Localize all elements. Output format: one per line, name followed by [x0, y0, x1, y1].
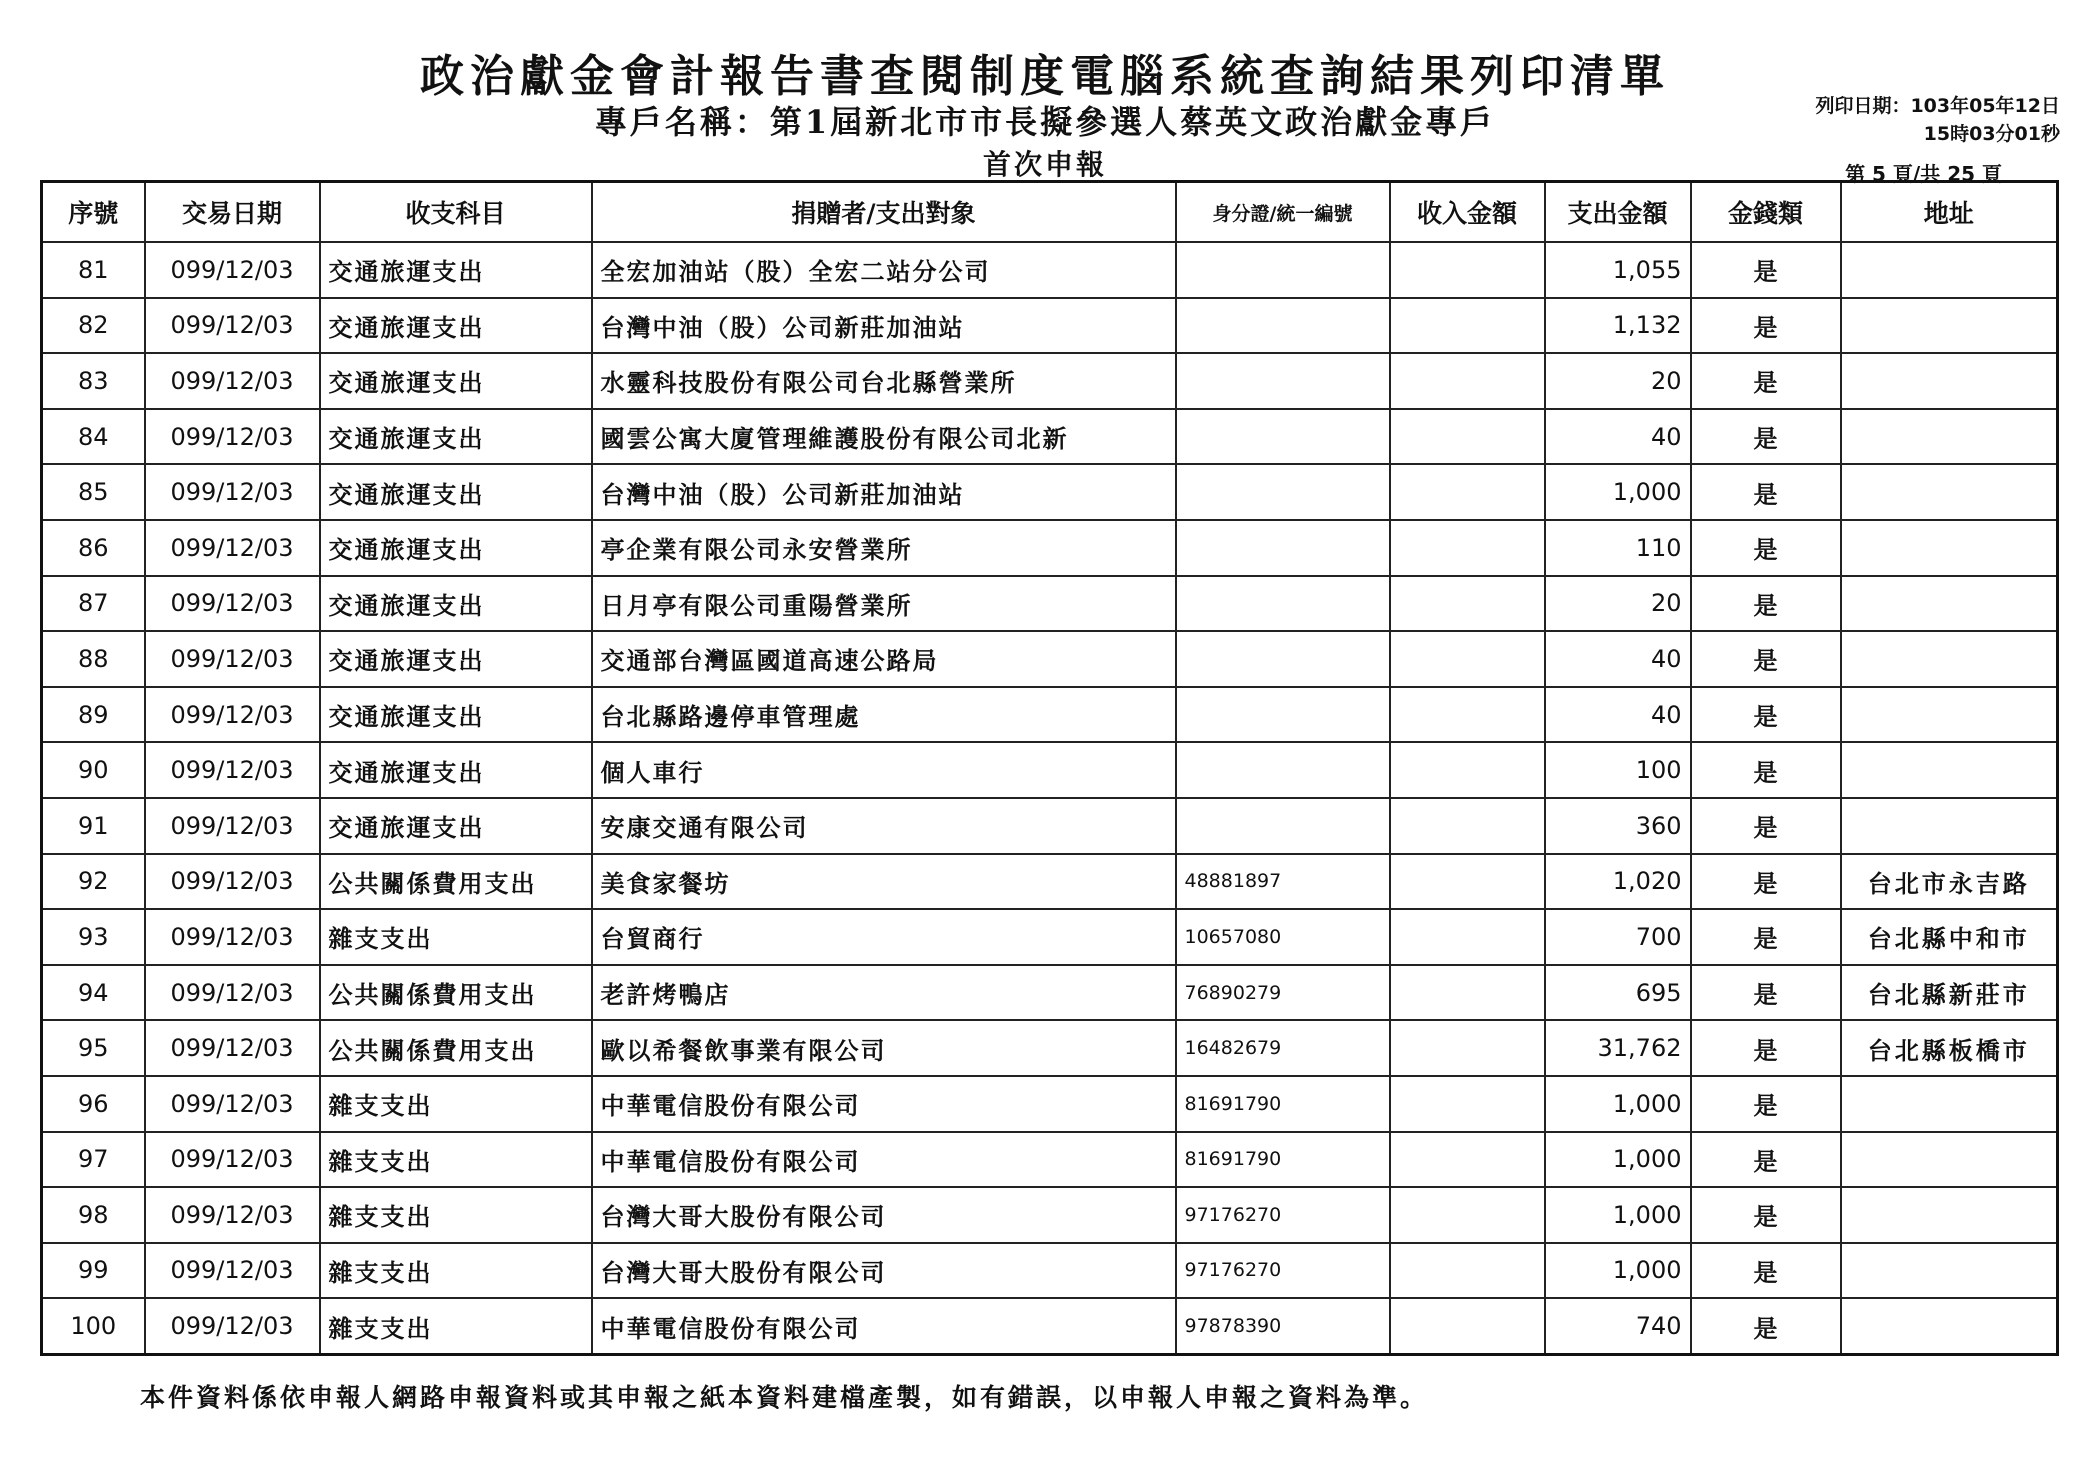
table-row [42, 1187, 2058, 1243]
cell-id [1176, 520, 1390, 576]
cell-address: 台北縣中和市 [1841, 909, 2058, 965]
col-header-seq: 序號 [42, 182, 145, 243]
cell-address [1841, 742, 2058, 798]
cell-id: 81691790 [1176, 1132, 1390, 1188]
table-row [42, 576, 2058, 632]
cell-address [1841, 520, 2058, 576]
cell-party: 中華電信股份有限公司 [592, 1298, 1176, 1354]
cell-date: 099/12/03 [145, 520, 320, 576]
cell-id [1176, 409, 1390, 465]
cell-category: 雜支支出 [320, 1187, 592, 1243]
cell-category: 公共關係費用支出 [320, 1020, 592, 1076]
cell-date: 099/12/03 [145, 1020, 320, 1076]
cell-cash: 是 [1691, 242, 1841, 298]
cell-seq: 88 [42, 631, 145, 687]
cell-expense: 31,762 [1545, 1020, 1691, 1076]
cell-expense: 1,000 [1545, 1187, 1691, 1243]
print-time: 15時03分01秒 [1923, 123, 2060, 145]
cell-address [1841, 1187, 2058, 1243]
cell-cash: 是 [1691, 353, 1841, 409]
cell-party: 個人車行 [592, 742, 1176, 798]
table-row [42, 1020, 2058, 1076]
cell-date: 099/12/03 [145, 631, 320, 687]
account-name: 專戶名稱：第1屆新北市市長擬參選人蔡英文政治獻金專戶 [594, 103, 1496, 141]
cell-cash: 是 [1691, 854, 1841, 910]
cell-address [1841, 1076, 2058, 1132]
cell-expense: 40 [1545, 687, 1691, 743]
table-row [42, 687, 2058, 743]
cell-party: 台灣大哥大股份有限公司 [592, 1187, 1176, 1243]
cell-seq: 92 [42, 854, 145, 910]
cell-id [1176, 687, 1390, 743]
report-type: 首次申報 [982, 148, 1107, 181]
table-row [42, 520, 2058, 576]
cell-expense: 20 [1545, 353, 1691, 409]
cell-expense: 1,000 [1545, 1076, 1691, 1132]
cell-category: 交通旅運支出 [320, 798, 592, 854]
cell-income [1390, 576, 1545, 632]
cell-income [1390, 464, 1545, 520]
cell-income [1390, 1243, 1545, 1299]
col-header-date: 交易日期 [145, 182, 320, 243]
cell-date: 099/12/03 [145, 1076, 320, 1132]
cell-income [1390, 520, 1545, 576]
cell-id [1176, 353, 1390, 409]
cell-id: 76890279 [1176, 965, 1390, 1021]
cell-date: 099/12/03 [145, 1132, 320, 1188]
cell-address: 台北縣板橋市 [1841, 1020, 2058, 1076]
cell-id: 97176270 [1176, 1187, 1390, 1243]
cell-income [1390, 1187, 1545, 1243]
table-row [42, 798, 2058, 854]
cell-party: 台灣大哥大股份有限公司 [592, 1243, 1176, 1299]
table-header-row [42, 182, 2058, 243]
cell-date: 099/12/03 [145, 742, 320, 798]
cell-id [1176, 631, 1390, 687]
cell-address [1841, 298, 2058, 354]
cell-expense: 695 [1545, 965, 1691, 1021]
cell-date: 099/12/03 [145, 298, 320, 354]
cell-cash: 是 [1691, 798, 1841, 854]
cell-cash: 是 [1691, 742, 1841, 798]
cell-expense: 1,000 [1545, 1243, 1691, 1299]
cell-party: 台貿商行 [592, 909, 1176, 965]
cell-cash: 是 [1691, 1243, 1841, 1299]
cell-party: 交通部台灣區國道高速公路局 [592, 631, 1176, 687]
table-row [42, 742, 2058, 798]
cell-party: 歐以希餐飲事業有限公司 [592, 1020, 1176, 1076]
cell-date: 099/12/03 [145, 687, 320, 743]
transactions-table [40, 180, 2059, 1356]
col-header-party: 捐贈者/支出對象 [592, 182, 1176, 243]
cell-seq: 91 [42, 798, 145, 854]
cell-expense: 360 [1545, 798, 1691, 854]
cell-cash: 是 [1691, 1187, 1841, 1243]
cell-party: 台灣中油（股）公司新莊加油站 [592, 464, 1176, 520]
cell-address [1841, 353, 2058, 409]
table-row [42, 464, 2058, 520]
cell-expense: 1,000 [1545, 1132, 1691, 1188]
cell-seq: 83 [42, 353, 145, 409]
table-row [42, 965, 2058, 1021]
cell-category: 交通旅運支出 [320, 742, 592, 798]
cell-income [1390, 353, 1545, 409]
table-row [42, 909, 2058, 965]
table-row [42, 353, 2058, 409]
cell-address: 台北市永吉路 [1841, 854, 2058, 910]
cell-id: 81691790 [1176, 1076, 1390, 1132]
cell-expense: 20 [1545, 576, 1691, 632]
cell-id: 10657080 [1176, 909, 1390, 965]
print-info [1815, 92, 2060, 148]
cell-id [1176, 242, 1390, 298]
col-header-cash: 金錢類 [1691, 182, 1841, 243]
cell-seq: 84 [42, 409, 145, 465]
cell-date: 099/12/03 [145, 909, 320, 965]
cell-category: 交通旅運支出 [320, 353, 592, 409]
cell-expense: 740 [1545, 1298, 1691, 1354]
cell-income [1390, 631, 1545, 687]
cell-party: 安康交通有限公司 [592, 798, 1176, 854]
cell-id [1176, 464, 1390, 520]
cell-id: 97878390 [1176, 1298, 1390, 1354]
cell-id [1176, 576, 1390, 632]
cell-seq: 99 [42, 1243, 145, 1299]
table-row [42, 1132, 2058, 1188]
cell-cash: 是 [1691, 464, 1841, 520]
cell-cash: 是 [1691, 1076, 1841, 1132]
table-row [42, 1243, 2058, 1299]
cell-party: 國雲公寓大廈管理維護股份有限公司北新 [592, 409, 1176, 465]
cell-category: 雜支支出 [320, 1076, 592, 1132]
cell-party: 水靈科技股份有限公司台北縣營業所 [592, 353, 1176, 409]
table-row [42, 631, 2058, 687]
cell-expense: 1,000 [1545, 464, 1691, 520]
cell-id: 48881897 [1176, 854, 1390, 910]
cell-category: 雜支支出 [320, 1243, 592, 1299]
cell-address: 台北縣新莊市 [1841, 965, 2058, 1021]
cell-party: 台北縣路邊停車管理處 [592, 687, 1176, 743]
page-indicator: 第 5 頁/共 25 頁 [1845, 162, 2002, 186]
cell-income [1390, 854, 1545, 910]
cell-category: 交通旅運支出 [320, 520, 592, 576]
col-header-category: 收支科目 [320, 182, 592, 243]
cell-cash: 是 [1691, 298, 1841, 354]
cell-party: 老許烤鴨店 [592, 965, 1176, 1021]
cell-party: 全宏加油站（股）全宏二站分公司 [592, 242, 1176, 298]
cell-cash: 是 [1691, 576, 1841, 632]
cell-party: 中華電信股份有限公司 [592, 1076, 1176, 1132]
table-row [42, 1076, 2058, 1132]
cell-seq: 93 [42, 909, 145, 965]
cell-income [1390, 298, 1545, 354]
cell-address [1841, 1243, 2058, 1299]
cell-id: 97176270 [1176, 1243, 1390, 1299]
cell-date: 099/12/03 [145, 1298, 320, 1354]
cell-income [1390, 742, 1545, 798]
cell-party: 美食家餐坊 [592, 854, 1176, 910]
col-header-id: 身分證/統一編號 [1176, 182, 1390, 243]
cell-expense: 40 [1545, 409, 1691, 465]
cell-date: 099/12/03 [145, 1243, 320, 1299]
cell-expense: 40 [1545, 631, 1691, 687]
cell-expense: 1,132 [1545, 298, 1691, 354]
cell-cash: 是 [1691, 909, 1841, 965]
cell-address [1841, 576, 2058, 632]
cell-id [1176, 298, 1390, 354]
cell-income [1390, 409, 1545, 465]
cell-category: 交通旅運支出 [320, 631, 592, 687]
cell-date: 099/12/03 [145, 409, 320, 465]
cell-address [1841, 798, 2058, 854]
cell-income [1390, 798, 1545, 854]
cell-cash: 是 [1691, 1132, 1841, 1188]
col-header-expense: 支出金額 [1545, 182, 1691, 243]
cell-seq: 96 [42, 1076, 145, 1132]
cell-cash: 是 [1691, 409, 1841, 465]
cell-party: 亭企業有限公司永安營業所 [592, 520, 1176, 576]
cell-category: 交通旅運支出 [320, 298, 592, 354]
cell-date: 099/12/03 [145, 242, 320, 298]
cell-income [1390, 1076, 1545, 1132]
cell-address [1841, 687, 2058, 743]
cell-cash: 是 [1691, 631, 1841, 687]
table-row [42, 242, 2058, 298]
cell-date: 099/12/03 [145, 353, 320, 409]
cell-seq: 98 [42, 1187, 145, 1243]
cell-category: 雜支支出 [320, 1132, 592, 1188]
cell-seq: 85 [42, 464, 145, 520]
cell-address [1841, 1298, 2058, 1354]
cell-seq: 95 [42, 1020, 145, 1076]
document-title: 政治獻金會計報告書查閱制度電腦系統查詢結果列印清單 [420, 51, 1670, 102]
cell-category: 交通旅運支出 [320, 687, 592, 743]
cell-seq: 97 [42, 1132, 145, 1188]
table-row [42, 1298, 2058, 1354]
cell-address [1841, 1132, 2058, 1188]
cell-income [1390, 909, 1545, 965]
cell-date: 099/12/03 [145, 965, 320, 1021]
cell-income [1390, 1132, 1545, 1188]
cell-income [1390, 1020, 1545, 1076]
cell-id: 16482679 [1176, 1020, 1390, 1076]
cell-id [1176, 798, 1390, 854]
cell-address [1841, 409, 2058, 465]
cell-cash: 是 [1691, 965, 1841, 1021]
cell-date: 099/12/03 [145, 854, 320, 910]
cell-expense: 1,020 [1545, 854, 1691, 910]
cell-category: 交通旅運支出 [320, 242, 592, 298]
col-header-address: 地址 [1841, 182, 2058, 243]
print-date: 列印日期：103年05年12日 [1815, 95, 2060, 117]
cell-category: 交通旅運支出 [320, 576, 592, 632]
cell-category: 交通旅運支出 [320, 464, 592, 520]
footnote: 本件資料係依申報人網路申報資料或其申報之紙本資料建檔產製，如有錯誤，以申報人申報之資料為準。 [140, 1383, 1429, 1412]
cell-address [1841, 242, 2058, 298]
cell-id [1176, 742, 1390, 798]
cell-date: 099/12/03 [145, 576, 320, 632]
cell-address [1841, 464, 2058, 520]
cell-expense: 110 [1545, 520, 1691, 576]
cell-category: 雜支支出 [320, 1298, 592, 1354]
cell-date: 099/12/03 [145, 1187, 320, 1243]
cell-seq: 81 [42, 242, 145, 298]
cell-seq: 94 [42, 965, 145, 1021]
cell-date: 099/12/03 [145, 798, 320, 854]
cell-income [1390, 965, 1545, 1021]
cell-income [1390, 1298, 1545, 1354]
cell-seq: 82 [42, 298, 145, 354]
cell-party: 日月亭有限公司重陽營業所 [592, 576, 1176, 632]
table-row [42, 854, 2058, 910]
cell-seq: 100 [42, 1298, 145, 1354]
cell-expense: 100 [1545, 742, 1691, 798]
cell-address [1841, 631, 2058, 687]
cell-category: 公共關係費用支出 [320, 854, 592, 910]
cell-cash: 是 [1691, 1298, 1841, 1354]
cell-party: 中華電信股份有限公司 [592, 1132, 1176, 1188]
cell-seq: 90 [42, 742, 145, 798]
cell-income [1390, 242, 1545, 298]
cell-category: 交通旅運支出 [320, 409, 592, 465]
cell-seq: 89 [42, 687, 145, 743]
cell-cash: 是 [1691, 1020, 1841, 1076]
cell-expense: 1,055 [1545, 242, 1691, 298]
cell-date: 099/12/03 [145, 464, 320, 520]
cell-category: 公共關係費用支出 [320, 965, 592, 1021]
cell-party: 台灣中油（股）公司新莊加油站 [592, 298, 1176, 354]
cell-cash: 是 [1691, 687, 1841, 743]
table-row [42, 409, 2058, 465]
cell-category: 雜支支出 [320, 909, 592, 965]
col-header-income: 收入金額 [1390, 182, 1545, 243]
cell-seq: 87 [42, 576, 145, 632]
table-row [42, 298, 2058, 354]
cell-income [1390, 687, 1545, 743]
cell-expense: 700 [1545, 909, 1691, 965]
cell-cash: 是 [1691, 520, 1841, 576]
cell-seq: 86 [42, 520, 145, 576]
